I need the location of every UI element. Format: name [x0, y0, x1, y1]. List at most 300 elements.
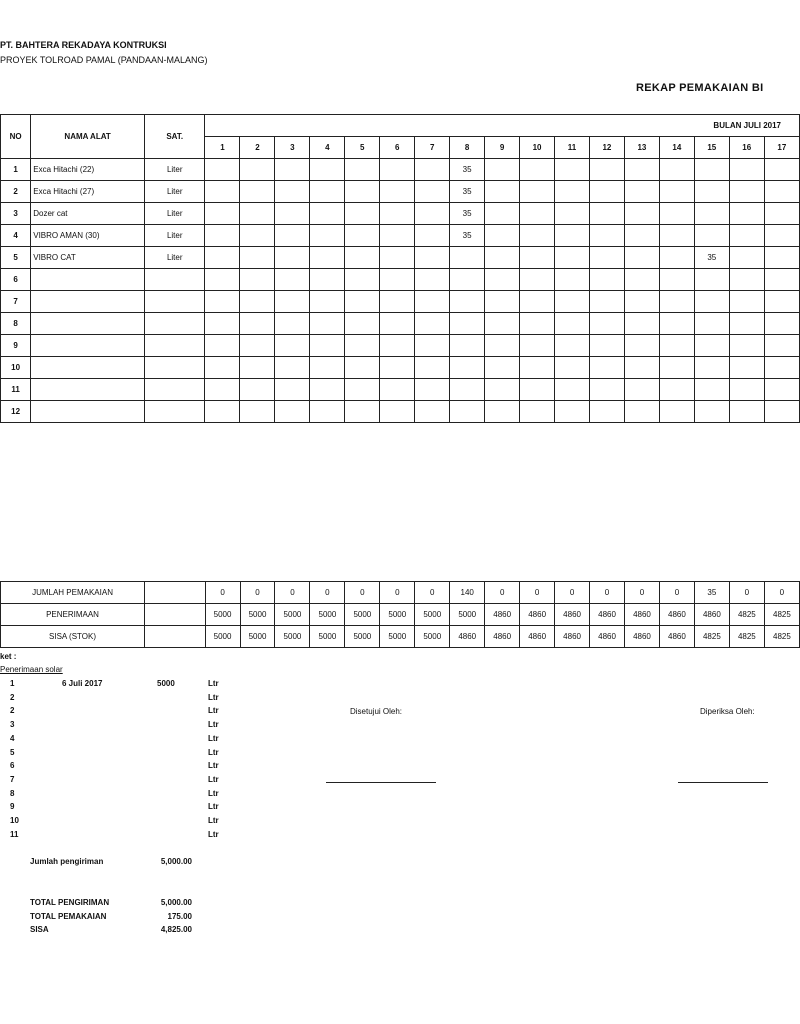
usage-cell: [520, 379, 555, 401]
total-shipping-value: 5,000.00: [160, 898, 192, 907]
usage-cell: [345, 357, 380, 379]
usage-cell: [624, 225, 659, 247]
summary-row: [1, 626, 800, 648]
usage-cell: [345, 335, 380, 357]
column-header-name: NAMA ALAT: [31, 115, 145, 159]
unit-cell: [144, 335, 205, 357]
receipt-unit: Ltr: [208, 761, 219, 771]
usage-cell: [555, 335, 590, 357]
table-row: [1, 335, 800, 357]
usage-cell: [555, 313, 590, 335]
usage-cell: [240, 379, 275, 401]
usage-cell: [415, 247, 450, 269]
summary-value: 4860: [485, 626, 520, 648]
usage-cell: [310, 181, 345, 203]
usage-cell: [485, 247, 520, 269]
receipt-number: 11: [10, 829, 19, 839]
usage-cell: [589, 203, 624, 225]
row-number: 9: [1, 335, 31, 357]
usage-cell: [310, 401, 345, 423]
usage-cell: [485, 357, 520, 379]
summary-value: 0: [310, 582, 345, 604]
usage-cell: [589, 401, 624, 423]
usage-cell: [310, 203, 345, 225]
receipt-number: 7: [10, 774, 15, 784]
usage-cell: [310, 379, 345, 401]
day-header: 9: [485, 137, 520, 159]
usage-cell: [589, 269, 624, 291]
day-header: 6: [380, 137, 415, 159]
usage-cell: [624, 181, 659, 203]
summary-value: 5000: [415, 604, 450, 626]
usage-cell: [310, 335, 345, 357]
usage-cell: [205, 269, 240, 291]
summary-value: 0: [205, 582, 240, 604]
equipment-name: [31, 357, 145, 379]
usage-cell: [520, 357, 555, 379]
usage-cell: [694, 379, 729, 401]
project-name: PROYEK TOLROAD PAMAL (PANDAAN-MALANG): [0, 55, 208, 65]
usage-cell: [659, 203, 694, 225]
usage-cell: [380, 247, 415, 269]
usage-cell: [589, 181, 624, 203]
usage-cell: [415, 225, 450, 247]
usage-cell: [659, 269, 694, 291]
usage-cell: [694, 335, 729, 357]
usage-cell: [485, 225, 520, 247]
usage-cell: [520, 203, 555, 225]
usage-cell: [764, 313, 799, 335]
summary-value: 4860: [659, 604, 694, 626]
usage-cell: [659, 247, 694, 269]
summary-value: 0: [345, 582, 380, 604]
usage-cell: [275, 247, 310, 269]
usage-cell: [589, 379, 624, 401]
row-number: 11: [1, 379, 31, 401]
usage-cell: [624, 269, 659, 291]
summary-label: PENERIMAAN: [1, 604, 145, 626]
usage-cell: 35: [450, 159, 485, 181]
usage-cell: [240, 357, 275, 379]
usage-cell: [764, 159, 799, 181]
summary-value: 4860: [659, 626, 694, 648]
notes-label: ket :: [0, 652, 17, 661]
row-number: 2: [1, 181, 31, 203]
day-header: 1: [205, 137, 240, 159]
summary-value: 0: [555, 582, 590, 604]
column-header-unit: SAT.: [144, 115, 205, 159]
approver-signature-line: [326, 782, 436, 783]
usage-cell: [694, 313, 729, 335]
list-item: [0, 761, 230, 772]
usage-table: [0, 114, 800, 423]
usage-cell: [345, 379, 380, 401]
usage-cell: [729, 379, 764, 401]
summary-value: 4860: [450, 626, 485, 648]
row-number: 8: [1, 313, 31, 335]
usage-cell: [729, 225, 764, 247]
unit-cell: [144, 379, 205, 401]
summary-value: 5000: [310, 626, 345, 648]
usage-cell: [380, 379, 415, 401]
table-row: [1, 247, 800, 269]
usage-cell: [589, 159, 624, 181]
usage-cell: [450, 247, 485, 269]
usage-cell: [764, 379, 799, 401]
summary-table: [0, 581, 800, 648]
usage-cell: [240, 247, 275, 269]
day-header: 8: [450, 137, 485, 159]
usage-cell: [555, 247, 590, 269]
summary-value: 0: [729, 582, 764, 604]
usage-cell: [555, 401, 590, 423]
table-row: [1, 379, 800, 401]
unit-cell: [144, 357, 205, 379]
receipt-number: 2: [10, 706, 15, 716]
table-row: [1, 313, 800, 335]
table-row: [1, 269, 800, 291]
usage-cell: [659, 335, 694, 357]
usage-cell: [240, 159, 275, 181]
summary-value: 0: [520, 582, 555, 604]
company-name: PT. BAHTERA REKADAYA KONTRUKSI: [0, 40, 167, 50]
usage-cell: [415, 335, 450, 357]
summary-value: 5000: [240, 626, 275, 648]
equipment-name: Dozer cat: [31, 203, 145, 225]
usage-cell: 35: [450, 225, 485, 247]
usage-cell: [310, 291, 345, 313]
usage-cell: [275, 291, 310, 313]
day-header: 17: [764, 137, 799, 159]
row-number: 7: [1, 291, 31, 313]
receipt-number: 6: [10, 761, 15, 771]
summary-value: 4825: [729, 626, 764, 648]
usage-cell: [555, 203, 590, 225]
list-item: [0, 775, 230, 786]
usage-cell: [240, 203, 275, 225]
usage-cell: [240, 335, 275, 357]
summary-value: 0: [485, 582, 520, 604]
usage-cell: [450, 401, 485, 423]
shipment-sum-label: Jumlah pengiriman: [30, 857, 104, 866]
usage-cell: [729, 181, 764, 203]
usage-cell: [450, 335, 485, 357]
summary-value: 4860: [485, 604, 520, 626]
usage-cell: [729, 357, 764, 379]
usage-cell: [520, 269, 555, 291]
usage-cell: [380, 181, 415, 203]
usage-cell: [555, 225, 590, 247]
summary-blank: [145, 582, 206, 604]
usage-cell: [520, 401, 555, 423]
day-header: 4: [310, 137, 345, 159]
summary-value: 4825: [729, 604, 764, 626]
usage-cell: [485, 379, 520, 401]
usage-cell: [729, 203, 764, 225]
usage-cell: [380, 357, 415, 379]
usage-cell: [450, 379, 485, 401]
summary-value: 5000: [450, 604, 485, 626]
day-header: 16: [729, 137, 764, 159]
summary-value: 35: [694, 582, 729, 604]
usage-cell: [624, 291, 659, 313]
usage-cell: [659, 357, 694, 379]
receipt-unit: Ltr: [208, 774, 219, 784]
column-header-no: NO: [1, 115, 31, 159]
unit-cell: [144, 291, 205, 313]
usage-cell: [205, 159, 240, 181]
usage-cell: [380, 203, 415, 225]
usage-cell: [659, 313, 694, 335]
summary-value: 5000: [310, 604, 345, 626]
usage-cell: [275, 203, 310, 225]
usage-cell: [485, 313, 520, 335]
usage-cell: [380, 225, 415, 247]
row-number: 10: [1, 357, 31, 379]
usage-cell: [694, 357, 729, 379]
summary-value: 4860: [590, 604, 625, 626]
receipt-number: 4: [10, 733, 15, 743]
usage-cell: [415, 159, 450, 181]
unit-cell: Liter: [144, 203, 205, 225]
usage-cell: [240, 181, 275, 203]
row-number: 5: [1, 247, 31, 269]
usage-cell: [310, 357, 345, 379]
usage-cell: [310, 247, 345, 269]
summary-row: [1, 582, 800, 604]
summary-value: 0: [625, 582, 660, 604]
summary-value: 5000: [205, 604, 240, 626]
receipt-number: 9: [10, 802, 15, 812]
usage-cell: [624, 357, 659, 379]
checked-by-label: Diperiksa Oleh:: [700, 707, 755, 716]
summary-value: 0: [659, 582, 694, 604]
usage-cell: [624, 159, 659, 181]
receipt-unit: Ltr: [208, 733, 219, 743]
usage-cell: [345, 203, 380, 225]
usage-cell: [310, 269, 345, 291]
summary-blank: [145, 604, 206, 626]
row-number: 3: [1, 203, 31, 225]
usage-cell: [275, 269, 310, 291]
summary-value: 4825: [694, 626, 729, 648]
receipt-unit: Ltr: [208, 788, 219, 798]
unit-cell: [144, 269, 205, 291]
row-number: 12: [1, 401, 31, 423]
report-title: REKAP PEMAKAIAN BI: [636, 82, 764, 94]
usage-cell: [589, 225, 624, 247]
receipt-unit: Ltr: [208, 692, 219, 702]
summary-value: 4825: [764, 626, 799, 648]
summary-row: [1, 604, 800, 626]
usage-cell: [624, 401, 659, 423]
row-number: 4: [1, 225, 31, 247]
unit-cell: Liter: [144, 247, 205, 269]
list-item: [0, 679, 230, 690]
summary-value: 5000: [345, 626, 380, 648]
usage-cell: [764, 203, 799, 225]
summary-value: 4860: [625, 604, 660, 626]
usage-cell: [729, 401, 764, 423]
usage-cell: [240, 225, 275, 247]
total-shipping-label: TOTAL PENGIRIMAN: [30, 898, 110, 907]
usage-cell: [275, 313, 310, 335]
usage-cell: [694, 401, 729, 423]
total-shipping-row: [0, 898, 192, 909]
usage-cell: [729, 247, 764, 269]
usage-cell: [380, 291, 415, 313]
usage-cell: [659, 225, 694, 247]
remaining-value: 4,825.00: [160, 925, 192, 934]
usage-cell: [520, 225, 555, 247]
usage-cell: [555, 379, 590, 401]
usage-cell: [764, 401, 799, 423]
usage-cell: [589, 357, 624, 379]
summary-value: 4825: [764, 604, 799, 626]
shipment-sum-row: [0, 857, 192, 868]
receipt-number: 8: [10, 788, 15, 798]
unit-cell: Liter: [144, 159, 205, 181]
usage-cell: [485, 401, 520, 423]
usage-cell: [415, 313, 450, 335]
summary-value: 0: [590, 582, 625, 604]
day-header: 3: [275, 137, 310, 159]
total-usage-row: [0, 912, 192, 923]
day-header: 13: [624, 137, 659, 159]
usage-cell: [240, 269, 275, 291]
usage-cell: [659, 401, 694, 423]
total-usage-value: 175.00: [167, 912, 192, 921]
usage-cell: [589, 291, 624, 313]
usage-cell: [485, 203, 520, 225]
usage-cell: [485, 335, 520, 357]
day-header: 12: [589, 137, 624, 159]
receipt-number: 10: [10, 816, 19, 825]
usage-cell: [380, 335, 415, 357]
equipment-name: [31, 379, 145, 401]
usage-cell: [694, 159, 729, 181]
list-item: [0, 693, 230, 704]
usage-cell: [415, 203, 450, 225]
day-header: 15: [694, 137, 729, 159]
usage-cell: [205, 291, 240, 313]
usage-cell: [275, 181, 310, 203]
equipment-name: Exca Hitachi (22): [31, 159, 145, 181]
usage-cell: [729, 313, 764, 335]
usage-cell: [485, 159, 520, 181]
summary-value: 4860: [555, 604, 590, 626]
checker-signature-line: [678, 782, 768, 783]
usage-cell: [659, 181, 694, 203]
list-item: [0, 830, 230, 841]
unit-cell: [144, 313, 205, 335]
usage-cell: [380, 313, 415, 335]
usage-cell: [624, 335, 659, 357]
usage-cell: [589, 247, 624, 269]
receipt-unit: Ltr: [208, 706, 219, 716]
day-header: 10: [520, 137, 555, 159]
usage-cell: [345, 313, 380, 335]
usage-cell: [555, 159, 590, 181]
usage-cell: [764, 357, 799, 379]
day-header: 7: [415, 137, 450, 159]
receipt-unit: Ltr: [208, 679, 219, 688]
summary-blank: [145, 626, 206, 648]
usage-cell: [380, 401, 415, 423]
usage-cell: [520, 181, 555, 203]
usage-cell: [624, 247, 659, 269]
usage-cell: [205, 379, 240, 401]
equipment-name: VIBRO AMAN (30): [31, 225, 145, 247]
unit-cell: Liter: [144, 181, 205, 203]
receipt-unit: Ltr: [208, 802, 219, 812]
unit-cell: [144, 401, 205, 423]
receipt-amount: 5000: [157, 679, 175, 688]
usage-cell: [659, 379, 694, 401]
equipment-name: VIBRO CAT: [31, 247, 145, 269]
approved-by-label: Disetujui Oleh:: [350, 707, 403, 716]
table-row: [1, 291, 800, 313]
receipt-unit: Ltr: [208, 720, 219, 730]
usage-cell: [275, 225, 310, 247]
summary-value: 5000: [205, 626, 240, 648]
usage-cell: 35: [694, 247, 729, 269]
usage-cell: [520, 291, 555, 313]
usage-cell: [275, 401, 310, 423]
usage-cell: [380, 269, 415, 291]
usage-cell: [380, 159, 415, 181]
total-usage-label: TOTAL PEMAKAIAN: [30, 912, 107, 921]
summary-value: 4860: [520, 604, 555, 626]
summary-value: 5000: [380, 626, 415, 648]
receipt-unit: Ltr: [208, 816, 219, 825]
usage-cell: [450, 357, 485, 379]
usage-cell: [240, 291, 275, 313]
usage-cell: [205, 401, 240, 423]
usage-cell: [624, 379, 659, 401]
usage-cell: [345, 225, 380, 247]
usage-cell: [589, 313, 624, 335]
usage-cell: [485, 291, 520, 313]
usage-cell: [520, 247, 555, 269]
unit-cell: Liter: [144, 225, 205, 247]
month-header: BULAN JULI 2017: [205, 115, 800, 137]
list-item: [0, 748, 230, 759]
receipt-unit: Ltr: [208, 747, 219, 757]
usage-cell: [694, 291, 729, 313]
usage-cell: [415, 401, 450, 423]
summary-value: 4860: [590, 626, 625, 648]
receipt-number: 2: [10, 692, 15, 702]
summary-value: 5000: [275, 626, 310, 648]
usage-cell: [345, 181, 380, 203]
usage-cell: [555, 181, 590, 203]
summary-value: 4860: [555, 626, 590, 648]
table-row: [1, 225, 800, 247]
receipt-number: 3: [10, 720, 15, 730]
remaining-label: SISA: [30, 925, 49, 934]
usage-cell: [659, 159, 694, 181]
usage-cell: [694, 181, 729, 203]
summary-label: SISA (STOK): [1, 626, 145, 648]
list-item: [0, 816, 230, 827]
equipment-name: [31, 335, 145, 357]
usage-cell: [694, 269, 729, 291]
equipment-name: [31, 269, 145, 291]
usage-cell: [485, 269, 520, 291]
receipt-unit: Ltr: [208, 829, 219, 839]
usage-cell: [555, 357, 590, 379]
